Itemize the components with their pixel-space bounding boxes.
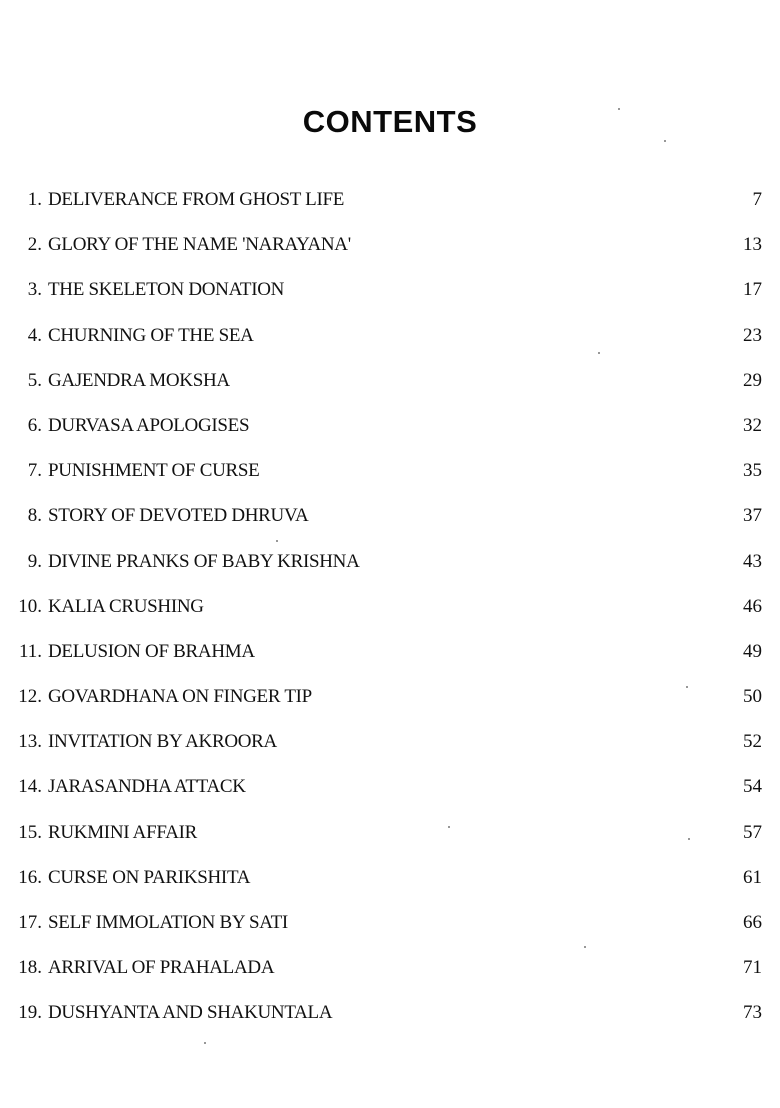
toc-entry-page-number: 52 — [743, 731, 762, 753]
toc-entry-number: 1. — [27, 189, 42, 210]
toc-entry-title: JARASANDHA ATTACK — [48, 776, 246, 798]
toc-entry-page-number: 32 — [743, 414, 762, 436]
toc-entry-title: SELF IMMOLATION BY SATI — [48, 912, 288, 933]
toc-entry-number: 6. — [27, 414, 42, 436]
toc-entry-page-number: 54 — [743, 776, 762, 798]
toc-entry-number: 12. — [18, 686, 42, 708]
toc-entry — [0, 635, 780, 680]
toc-entry-title: DELIVERANCE FROM GHOST LIFE — [48, 189, 345, 210]
toc-entry — [0, 861, 780, 906]
toc-entry — [0, 545, 780, 590]
toc-entry-number: 17. — [18, 912, 42, 933]
toc-entry — [0, 228, 780, 273]
toc-entry-title: PUNISHMENT OF CURSE — [48, 460, 260, 482]
toc-entry-number: 16. — [18, 866, 42, 888]
toc-entry-title: GOVARDHANA ON FINGER TIP — [48, 686, 312, 708]
toc-entry-title: DIVINE PRANKS OF BABY KRISHNA — [48, 550, 360, 572]
toc-entry-title: THE SKELETON DONATION — [48, 279, 285, 301]
toc-entry-page-number: 37 — [743, 505, 762, 527]
toc-entry-title: GLORY OF THE NAME 'NARAYANA' — [48, 234, 351, 256]
scan-speck — [448, 826, 450, 828]
toc-entry-page-number: 29 — [743, 369, 762, 391]
toc-entry — [0, 590, 780, 635]
toc-entry-page-number: 57 — [743, 821, 762, 843]
toc-entry-number: 11. — [18, 640, 42, 662]
toc-entry-page-number: 43 — [743, 550, 762, 572]
scan-speck — [276, 540, 278, 542]
toc-entry-title: CHURNING OF THE SEA — [48, 324, 254, 346]
scan-speck — [584, 946, 586, 948]
toc-entry-title: DUSHYANTA AND SHAKUNTALA — [48, 1002, 333, 1024]
toc-entry-page-number: 61 — [743, 866, 762, 888]
toc-entry-number: 3. — [27, 279, 42, 301]
toc-entry — [0, 906, 780, 951]
toc-entry — [0, 770, 780, 815]
toc-entry — [0, 319, 780, 364]
toc-entry — [0, 409, 780, 454]
toc-entry — [0, 951, 780, 996]
toc-entry-number: 9. — [27, 550, 42, 572]
toc-entry — [0, 725, 780, 770]
toc-entry-number: 7. — [27, 460, 42, 482]
toc-entry-number: 14. — [18, 776, 42, 798]
toc-entry-page-number: 35 — [743, 460, 762, 482]
toc-entry-number: 8. — [27, 505, 42, 527]
toc-entry-page-number: 17 — [743, 279, 762, 301]
toc-entry — [0, 183, 780, 228]
toc-entry-title: DURVASA APOLOGISES — [48, 414, 250, 436]
scan-speck — [204, 1042, 206, 1044]
toc-entry-page-number: 7 — [752, 189, 762, 210]
toc-entry — [0, 499, 780, 544]
toc-entry-page-number: 50 — [743, 686, 762, 708]
toc-entry-page-number: 23 — [743, 324, 762, 346]
table-of-contents — [0, 183, 780, 1042]
toc-entry-number: 10. — [18, 595, 42, 617]
toc-entry-number: 5. — [27, 369, 42, 391]
toc-entry-title: KALIA CRUSHING — [48, 595, 204, 617]
scan-speck — [618, 108, 620, 110]
toc-entry-page-number: 49 — [743, 640, 762, 662]
toc-entry-title: CURSE ON PARIKSHITA — [48, 866, 251, 888]
toc-entry-title: STORY OF DEVOTED DHRUVA — [48, 505, 309, 527]
toc-entry — [0, 680, 780, 725]
toc-entry — [0, 364, 780, 409]
toc-entry-number: 2. — [27, 234, 42, 256]
toc-entry-page-number: 71 — [743, 957, 762, 979]
toc-entry-page-number: 46 — [743, 595, 762, 617]
toc-entry-page-number: 13 — [743, 234, 762, 256]
toc-entry-number: 18. — [18, 957, 42, 979]
toc-entry-title: RUKMINI AFFAIR — [48, 821, 198, 843]
toc-entry-title: INVITATION BY AKROORA — [48, 731, 277, 753]
toc-entry-title: ARRIVAL OF PRAHALADA — [48, 957, 275, 979]
scan-speck — [688, 838, 690, 840]
scan-speck — [686, 686, 688, 688]
toc-entry — [0, 996, 780, 1041]
toc-entry-title: DELUSION OF BRAHMA — [48, 640, 255, 662]
toc-entry-page-number: 66 — [743, 912, 762, 933]
toc-entry-number: 15. — [18, 821, 42, 843]
toc-entry-number: 4. — [27, 324, 42, 346]
page-title: CONTENTS — [302, 104, 478, 139]
scan-speck — [598, 352, 600, 354]
toc-entry-number: 13. — [18, 731, 42, 753]
toc-entry — [0, 816, 780, 861]
toc-entry — [0, 454, 780, 499]
toc-entry-page-number: 73 — [743, 1002, 762, 1024]
scan-speck — [664, 140, 666, 142]
toc-entry — [0, 273, 780, 318]
toc-entry-number: 19. — [18, 1002, 42, 1024]
toc-entry-title: GAJENDRA MOKSHA — [48, 369, 230, 391]
